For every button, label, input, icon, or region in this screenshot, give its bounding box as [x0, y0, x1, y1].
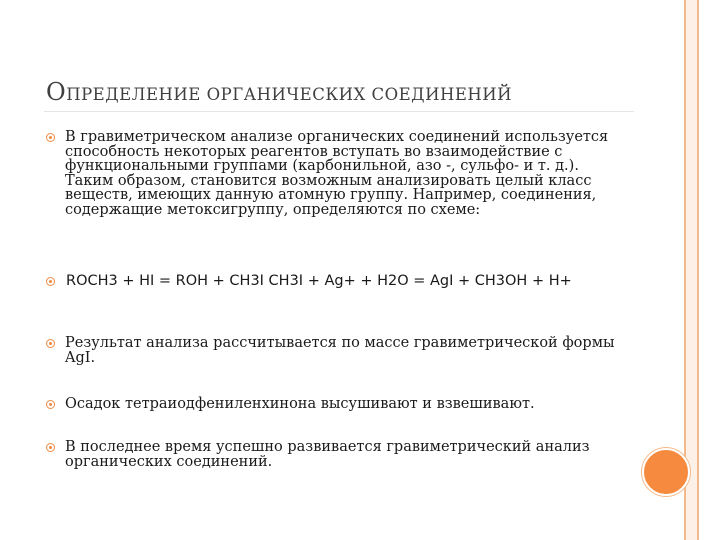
bullet-text: Результат анализа рассчитывается по массе гравиметрической формы AgI.: [65, 335, 615, 366]
frame-line-inner: [697, 0, 699, 540]
bullet-marker-icon: [46, 339, 55, 348]
bullet-text: В гравиметрическом анализе органических соединений используется способность некоторых реагентов вступать во взаимодействие с функциональными группами (карбонильной, азо -, сульфо- и т. д.). Таким образом, становится возможным анализировать целый класс веществ, имеющих данную атомную группу. Например, соединения, содержащие метоксигруппу, определяются по схеме:: [65, 129, 609, 218]
bullet-marker-icon: [46, 133, 55, 142]
decorative-circle: [642, 448, 690, 496]
title-rest: ПРЕДЕЛЕНИЕ ОРГАНИЧЕСКИХ СОЕДИНЕНИЙ: [66, 85, 513, 104]
title-first-letter: О: [46, 78, 67, 106]
title-divider: [44, 111, 634, 112]
bullet-text: Осадок тетраиодфениленхинона высушивают и взвешивают.: [65, 396, 535, 412]
bullet-marker-icon: [46, 443, 55, 452]
bullet-marker-icon: [46, 277, 55, 286]
bullet-text: ROCH3 + HI = ROH + CH3I CH3I + Ag+ + H2O = AgI + CH3OH + H+: [66, 273, 572, 289]
slide-title: [46, 78, 512, 106]
frame-band: [686, 0, 697, 540]
bullet-marker-icon: [46, 400, 55, 409]
bullet-text: В последнее время успешно развивается гравиметрический анализ органических соединений.: [65, 439, 590, 470]
